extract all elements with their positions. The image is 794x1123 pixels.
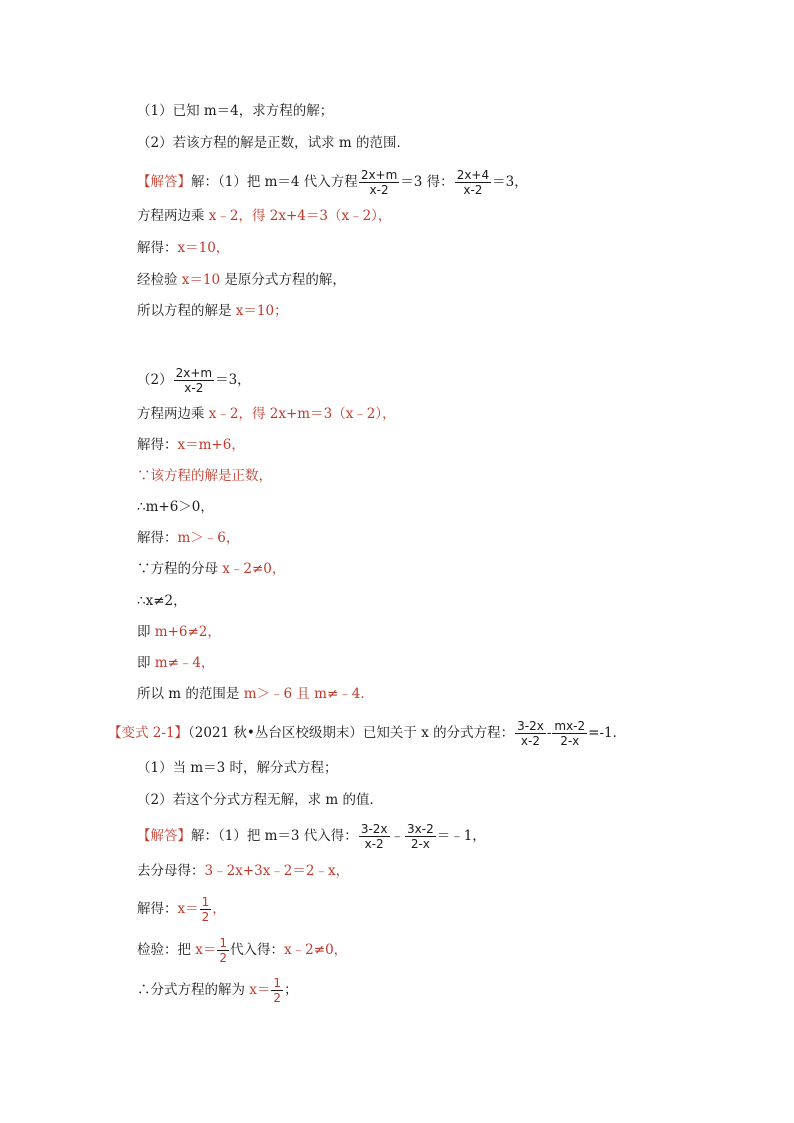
solution-line: 即 m+6≠2， (137, 624, 221, 640)
fraction: $\frac{1}{2}$ (201, 895, 210, 924)
solution-line: 即 m≠﹣4， (137, 655, 215, 671)
solution-line: ∵方程的分母 x﹣2≠0， (137, 561, 286, 577)
solution-line: 检验：把 x＝ $\frac{1}{2}$ 代入得：x﹣2≠0， (137, 936, 348, 965)
solution-line: 所以 m 的范围是 m＞﹣6 且 m≠﹣4． (137, 686, 374, 702)
solution-line: 解得：x＝ $\frac{1}{2}$ ， (137, 895, 226, 924)
question-1: （1）已知 m＝4，求方程的解； (137, 103, 334, 119)
fraction: $\frac{3-2x}{x-2}$ (360, 822, 388, 851)
fraction: $\frac{3-2x}{x-2}$ (517, 719, 544, 748)
fraction: $\frac{mx-2}{2-x}$ (554, 719, 586, 748)
fraction: $\frac{1}{2}$ (219, 936, 228, 965)
solution-line: 去分母得：3﹣2x+3x﹣2＝2﹣x， (137, 863, 350, 879)
text: ＝3 得： (400, 174, 454, 190)
solution-line: ∵该方程的解是正数， (137, 468, 272, 484)
question-2: （2）若这个分式方程无解，求 m 的值． (137, 792, 383, 808)
fraction: $\frac{3x-2}{2-x}$ (407, 822, 434, 851)
fraction: $\frac{2x+m}{x-2}$ (360, 168, 398, 197)
solution-line: 解得：m＞﹣6， (137, 530, 240, 546)
variant-heading: 【变式 2-1】（2021 秋•丛台区校级期末）已知关于 x 的分式方程： $\frac{3-2x}{x-2}$ - $\frac{mx-2}{2-x}$ =-1． (108, 719, 627, 748)
solution-line: 经检验 x＝10 是原分式方程的解， (137, 272, 346, 288)
answer-tag: 【解答】 (137, 174, 191, 190)
answer-line-1 (137, 168, 528, 197)
answer-tag: 【解答】 (137, 828, 191, 844)
solution-line: ∴x≠2， (137, 593, 187, 609)
variant-source: （2021 秋•丛台区校级期末） (188, 725, 363, 741)
text: ＝3， (492, 174, 528, 190)
solution-line: 方程两边乘 x﹣2，得 2x+m＝3（x﹣2）， (137, 406, 396, 422)
variant-tag: 【变式 2-1】 (108, 725, 189, 741)
solution-line: ∴m+6＞0， (137, 499, 214, 515)
answer-line-1: 【解答】解：（1）把 m＝3 代入得： $\frac{3-2x}{x-2}$ ﹣ $\frac{3x-2}{2-x}$ ＝﹣1， (137, 822, 486, 851)
solution-line: 解得：x＝m+6， (137, 437, 245, 453)
part2-equation: （2） $\frac{2x+m}{x-2}$ ＝3， (137, 366, 251, 395)
question-1: （1）当 m＝3 时，解分式方程； (137, 760, 338, 776)
fraction: $\frac{2x+m}{x-2}$ (175, 366, 213, 395)
question-2: （2）若该方程的解是正数，试求 m 的范围． (137, 135, 410, 151)
fraction: $\frac{2x+4}{x-2}$ (456, 168, 490, 197)
answer-lead: 解：（1）把 m＝4 代入方程 (191, 174, 358, 190)
fraction: $\frac{1}{2}$ (273, 976, 282, 1005)
solution-line: ∴分式方程的解为 x＝ $\frac{1}{2}$ ； (137, 976, 298, 1005)
solution-line: 方程两边乘 x﹣2，得 2x+4＝3（x﹣2）， (137, 208, 392, 224)
solution-line: 所以方程的解是 x＝10； (137, 303, 288, 319)
solution-line: 解得：x＝10， (137, 240, 230, 256)
